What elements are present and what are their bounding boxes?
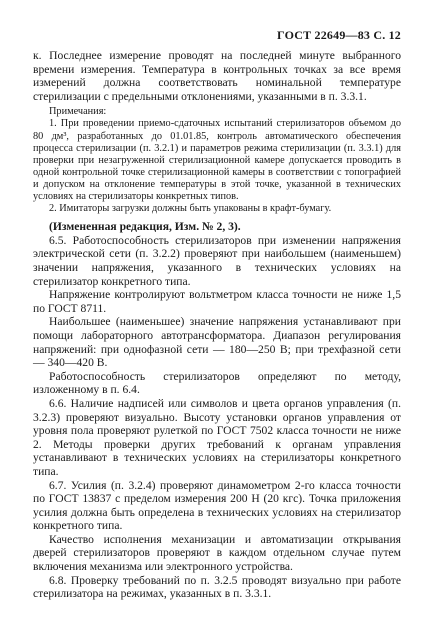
- page-header: ГОСТ 22649—83 С. 12: [277, 28, 401, 42]
- paragraph-6-5-method: Работоспособность стерилизаторов определяют по методу, изложенному в п. 6.4.: [33, 369, 401, 397]
- notes-block: [33, 106, 401, 215]
- paragraph-6-5-voltmeter: Напряжение контролируют вольтметром класса точности не ниже 1,5 по ГОСТ 8711.: [33, 288, 401, 315]
- paragraph-6-5: 6.5. Работоспособность стерилизаторов при изменении напряжения электрической сети (п. 3.2.2) проверяют при наибольшем (наименьшем) значении напряжения, указанного в технических условиях на стерилизатор конкретного типа.: [33, 233, 401, 288]
- paragraph-6-5-voltage: Наибольшее (наименьшее) значение напряжения устанавливают при помощи лабораторного автотрансформатора. Диапазон регулирования напряжений: при однофазной сети — 180—250 В; при трехфазной сети — 340—420 В.: [33, 315, 401, 370]
- document-body: [33, 49, 401, 601]
- paragraph-6-6: 6.6. Наличие надписей или символов и цвета органов управления (п. 3.2.3) проверяют визуально. Высоту установки органов управления от уровня пола проверяют рулеткой по ГОСТ 7502 класса точности не ниже 2. Методы проверки других требований к органам управления устанавливают в технических условиях на стерилизаторы конкретного типа.: [33, 396, 401, 478]
- paragraph-6-7: 6.7. Усилия (п. 3.2.4) проверяют динамометром 2-го класса точности по ГОСТ 13837 с пределом измерения 200 Н (20 кгс). Точка приложения усилия должна быть определена в технических условиях на стерилизатор конкретного типа.: [33, 478, 401, 533]
- note-1: 1. При проведении приемо-сдаточных испытаний стерилизаторов объемом до 80 дм³, разработанных до 01.01.85, контроль автоматического обеспечения процесса стерилизации (п. 3.2.1) и параметров режима стерилизации (п. 3.3.1) для проверки при незагруженной стерилизационной камере допускается проводить в одной контрольной точке стерилизационной камеры в соответствии с топографией и допуском на отклонение температуры в этой точке, указанной в технических условиях на стерилизаторы конкретных типов.: [33, 118, 401, 203]
- amendment-note: (Измененная редакция, Изм. № 2, 3).: [49, 220, 241, 234]
- notes-title: Примечания:: [49, 106, 107, 118]
- paragraph-intro: к. Последнее измерение проводят на последней минуте выбранного времени измерения. Температура в контрольных точках за все время измерений должна соответствовать номинальной температуре стерилизации с предельными отклонениями, указанными в п. 3.3.1.: [33, 49, 401, 103]
- paragraph-6-8: 6.8. Проверку требований по п. 3.2.5 проводят визуально при работе стерилизатора на режимах, указанных в п. 3.3.1.: [33, 573, 401, 601]
- paragraph-6-7-mechanization: Качество исполнения механизации и автоматизации открывания дверей стерилизаторов проверяют в каждом отдельном случае путем включения механизма или электронного устройства.: [33, 532, 401, 574]
- note-2: 2. Имитаторы загрузки должны быть упакованы в крафт-бумагу.: [49, 203, 332, 215]
